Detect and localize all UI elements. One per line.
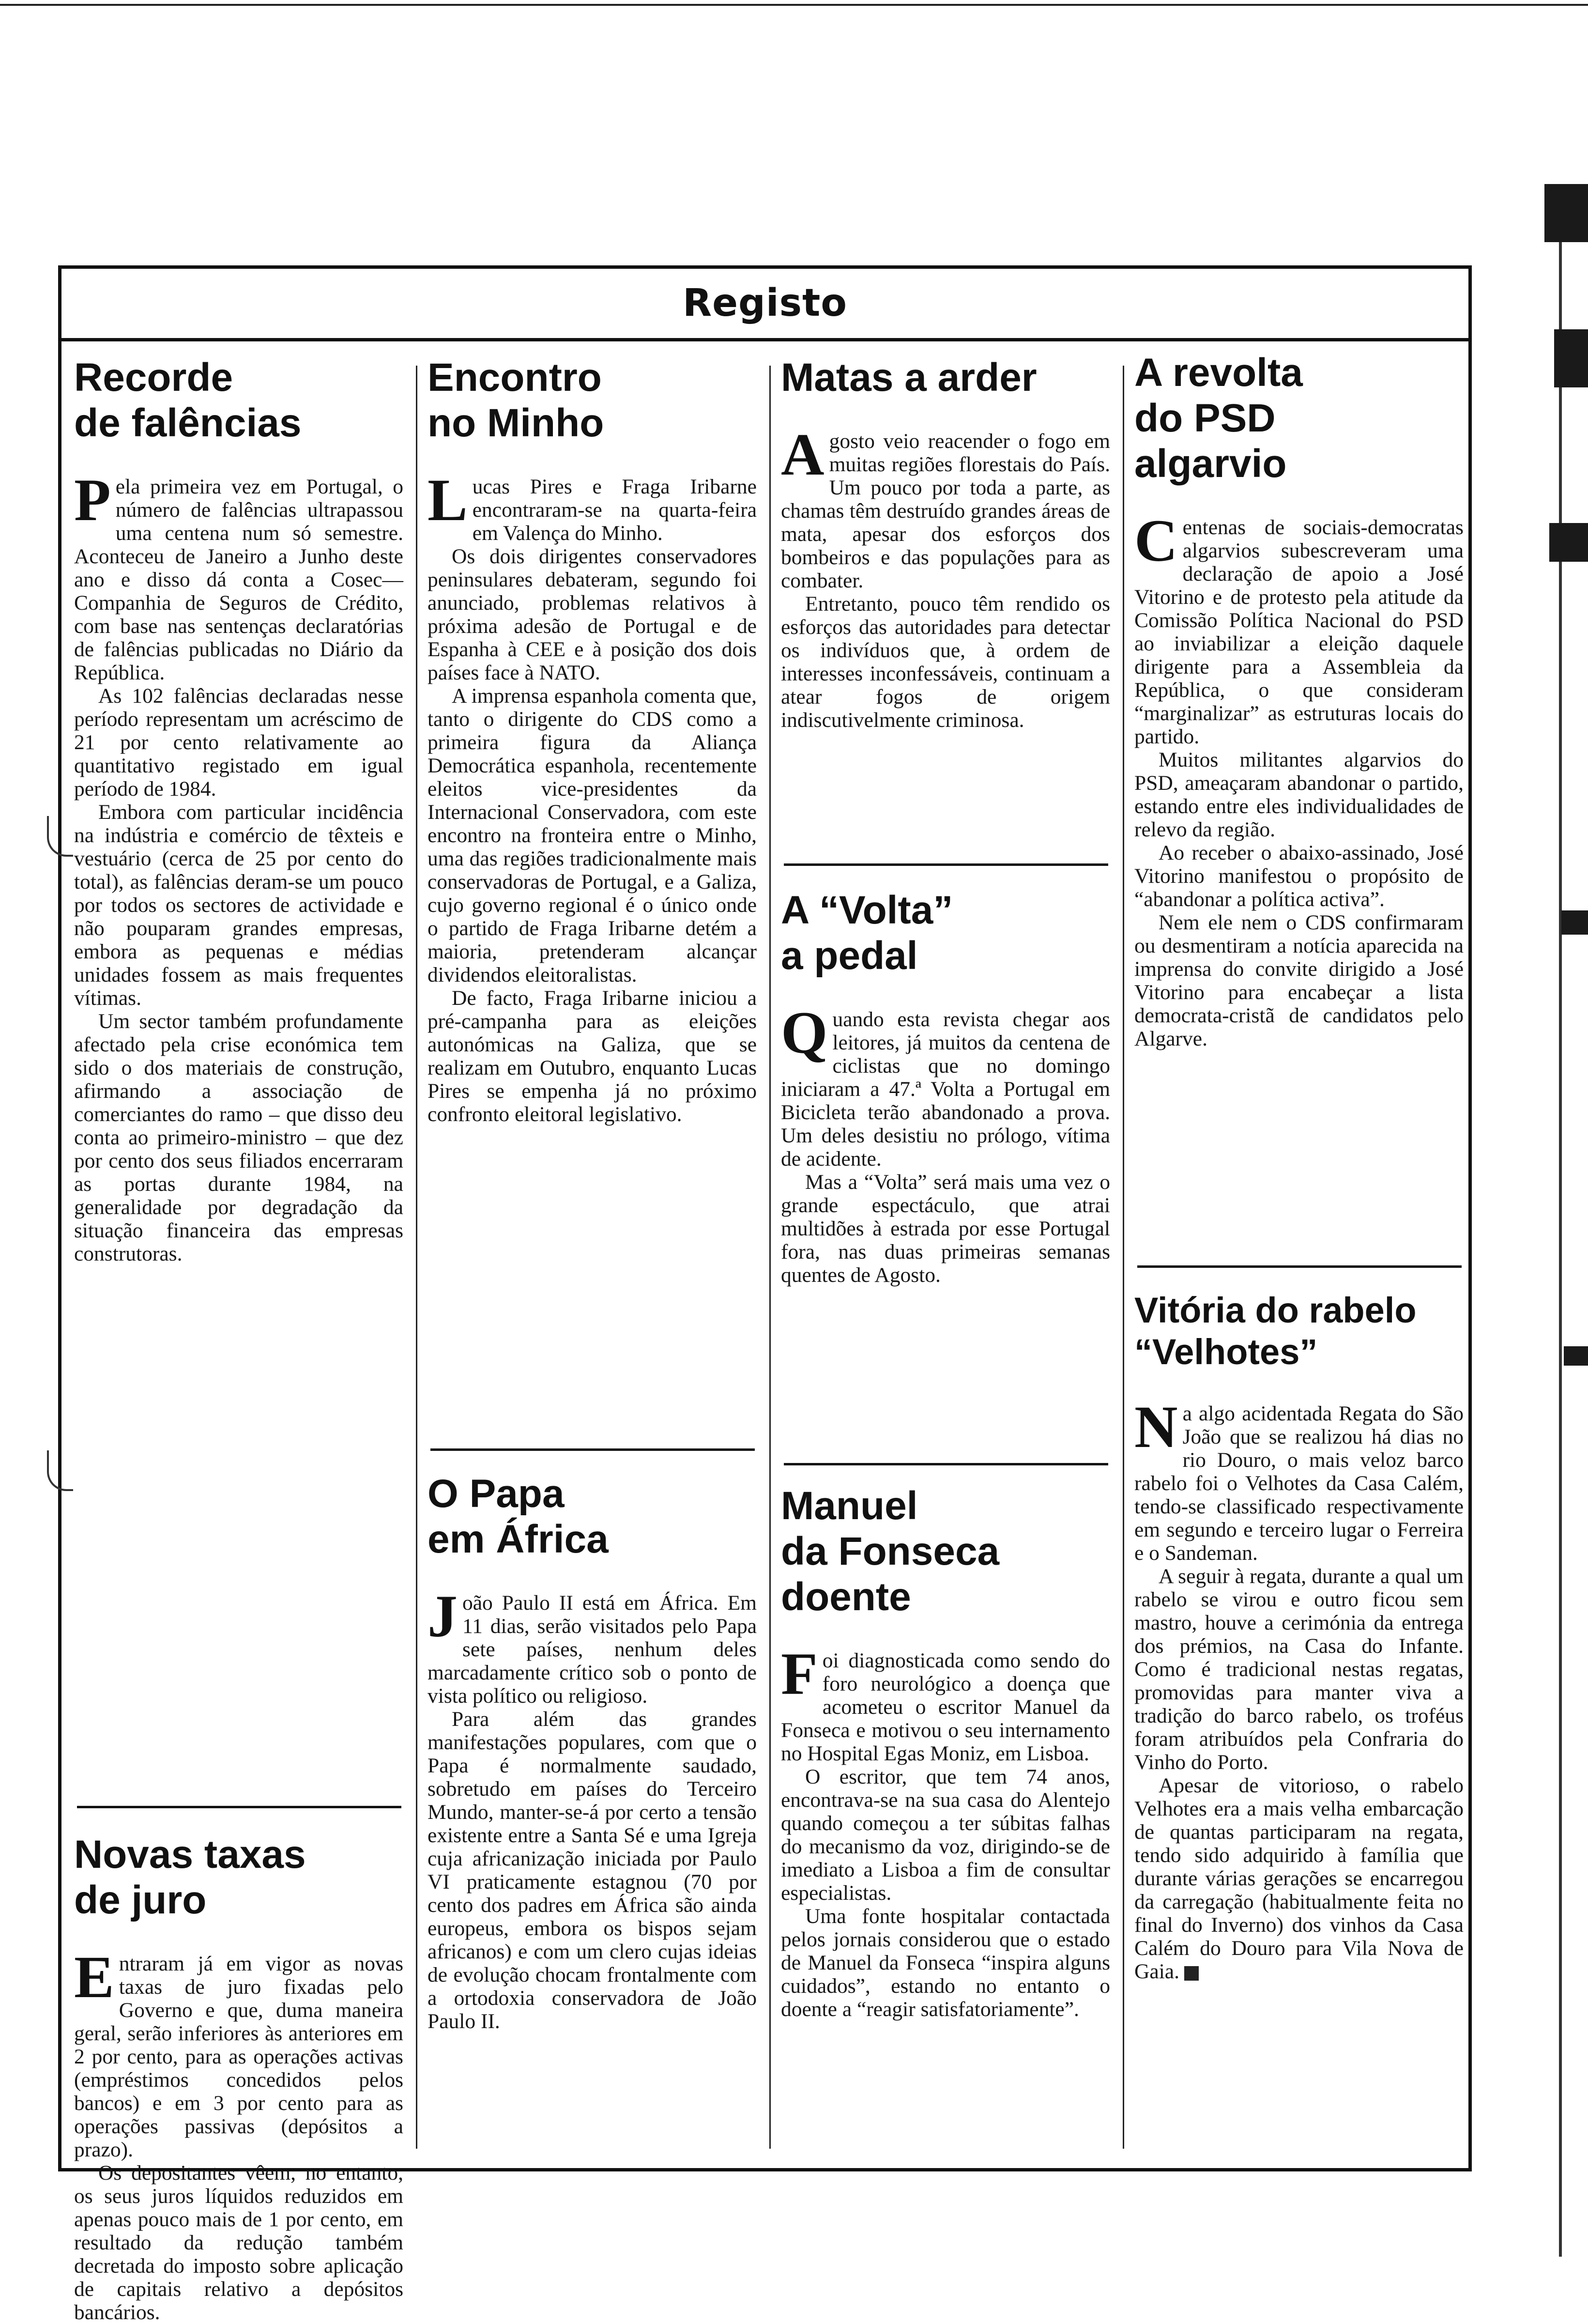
article-body bbox=[781, 1000, 1110, 1287]
article-taxas bbox=[72, 1832, 406, 2324]
article-matas bbox=[779, 355, 1113, 732]
article-body bbox=[1134, 508, 1464, 1050]
paragraph bbox=[1134, 1774, 1464, 1983]
drop-cap: E bbox=[74, 1944, 114, 2010]
drop-cap: J bbox=[428, 1583, 458, 1649]
drop-cap: C bbox=[1134, 508, 1178, 574]
article-body bbox=[1134, 1394, 1464, 1983]
article-separator bbox=[784, 1463, 1108, 1465]
drop-cap: P bbox=[74, 467, 111, 533]
column-divider bbox=[1123, 366, 1124, 2149]
drop-cap: F bbox=[781, 1641, 818, 1707]
end-of-article-icon bbox=[1184, 1966, 1199, 1981]
paragraph: oi diagnosticada como sendo do foro neurológico a doença que acometeu o escritor Manuel da Fonseca e motivou o seu internamento no Hospital Egas Moniz, em Lisboa. bbox=[781, 1649, 1110, 1765]
paragraph: ucas Pires e Fraga Iribarne encontraram-se na quarta-feira em Valença do Minho. bbox=[472, 475, 757, 545]
top-border-line bbox=[0, 4, 1588, 6]
article-body bbox=[781, 1641, 1110, 2021]
article-body bbox=[74, 1944, 403, 2324]
article-headline: Recorde de falências bbox=[74, 355, 302, 445]
article-separator bbox=[1137, 1265, 1462, 1268]
paragraph: As 102 falências declaradas nesse período representam um acréscimo de 21 por cento relativamente ao quantitativo registado em igual período de 1984. bbox=[74, 684, 403, 800]
article-body bbox=[74, 467, 403, 1265]
paragraph: Um sector também profundamente afectado pela crise económica tem sido o dos materiais de construção, afirmando a associação de comerciantes do ramo – que disso deu conta ao primeiro-ministro – que dez por cento dos seus filiados encerraram as portas durante 1984, na generalidade por degradação da situação financeira das empresas construtoras. bbox=[74, 1010, 403, 1265]
column-1 bbox=[72, 355, 406, 2324]
drop-cap: A bbox=[781, 421, 825, 488]
article-papa bbox=[426, 1471, 760, 2033]
article-separator bbox=[784, 863, 1108, 866]
paragraph: Muitos militantes algarvios do PSD, ameaçaram abandonar o partido, estando entre eles individualidades de relevo da região. bbox=[1134, 748, 1464, 841]
article-headline: A “Volta” a pedal bbox=[781, 888, 953, 978]
article-headline: Matas a arder bbox=[781, 355, 1037, 400]
paragraph-text: Apesar de vitorioso, o rabelo Velhotes era a mais velha embarcação de quantas participaram na regata, tendo sido adquirido à família que durante várias gerações se encarregou da carregação (habitualmente feita no final do Inverno) dos vinhos da Casa Calém do Douro para Vila Nova de Gaia. bbox=[1134, 1774, 1464, 1983]
article-rabelo bbox=[1132, 1290, 1466, 1983]
paragraph: uando esta revista chegar aos leitores, já muitos da centena de ciclistas que no domingo iniciaram a 47.ª Volta a Portugal em Bicicleta terão abandonado a prova. Um deles desistiu no prólogo, vítima de acidente. bbox=[781, 1008, 1110, 1170]
paragraph: Os dois dirigentes conservadores peninsulares debateram, segundo foi anunciado, problemas relativos à próxima adesão de Portugal e de Espanha à CEE e à posição dos dois países face à NATO. bbox=[428, 545, 757, 684]
paragraph: oão Paulo II está em África. Em 11 dias, serão visitados pelo Papa sete países, nenhum deles marcadamente crítico sob o ponto de vista político ou religioso. bbox=[428, 1591, 757, 1708]
article-body bbox=[428, 1583, 757, 2033]
column-3 bbox=[779, 355, 1113, 2149]
paragraph: Uma fonte hospitalar contactada pelos jornais considerou que o estado de Manuel da Fonseca “inspira alguns cuidados”, estando no entanto o doente a “reagir satisfatoriamente”. bbox=[781, 1905, 1110, 2021]
article-psd bbox=[1132, 350, 1466, 1050]
paragraph: Para além das grandes manifestações populares, com que o Papa é normalmente saudado, sobretudo em países do Terceiro Mundo, manter-se-á por certo a tensão existente entre a Santa Sé e uma Igreja cuja africanização iniciada por Paulo VI praticamente estagnou (70 por cento dos padres em África são ainda europeus, embora os bispos sejam africanos) e com um clero cujas ideias de evolução chocam frontalmente com a ortodoxia conservadora de João Paulo II. bbox=[428, 1708, 757, 2033]
paragraph: O escritor, que tem 74 anos, encontrava-se na sua casa do Alentejo quando começou a ter súbitas falhas do mecanismo da voz, dirigindo-se de imediato a Lisboa a fim de consultar especialistas. bbox=[781, 1765, 1110, 1905]
paragraph: ela primeira vez em Portugal, o número de falências ultrapassou uma centena num só semestre. Aconteceu de Janeiro a Junho deste ano e disso dá conta a Cosec—Companhia de Seguros de Crédito, com base nas sentenças declaratórias de falências publicadas no Diário da República. bbox=[74, 475, 403, 684]
article-headline: Vitória do rabelo “Velhotes” bbox=[1134, 1290, 1417, 1372]
paragraph: De facto, Fraga Iribarne iniciou a pré-campanha para as eleições autonómicas na Galiza, que se realizam em Outubro, enquanto Lucas Pires se empenha já no próximo confronto eleitoral legislativo. bbox=[428, 986, 757, 1126]
article-headline: Encontro no Minho bbox=[428, 355, 604, 445]
registo-section-frame bbox=[58, 265, 1472, 2324]
article-separator bbox=[430, 1448, 755, 1451]
article-minho bbox=[426, 355, 760, 1126]
paragraph: Embora com particular incidência na indústria e comércio de têxteis e vestuário (cerca de 25 por cento do total), as falências deram-se um pouco por todos os sectores de actividade e não pouparam grandes empresas, embora as pequenas e médias unidades fossem as mais frequentes vítimas. bbox=[74, 800, 403, 1010]
paragraph: a algo acidentada Regata do São João que se realizou há dias no rio Douro, o mais veloz barco rabelo foi o Velhotes da Casa Calém, tendo-se classificado respectivamente em segundo e terceiro lugar o Ferreira e o Sandeman. bbox=[1134, 1402, 1464, 1565]
drop-cap: Q bbox=[781, 1000, 828, 1066]
paragraph: Ao receber o abaixo-assinado, José Vitorino manifestou o propósito de “abandonar a política activa”. bbox=[1134, 841, 1464, 911]
article-volta bbox=[779, 888, 1113, 1287]
paragraph: gosto veio reacender o fogo em muitas regiões florestais do País. Um pouco por toda a parte, as chamas têm destruído grandes áreas de mata, apesar dos esforços dos bombeiros e das populações para as combater. bbox=[781, 430, 1110, 592]
article-falencias bbox=[72, 355, 406, 1265]
column-2 bbox=[426, 355, 760, 2149]
column-4 bbox=[1132, 351, 1466, 2149]
article-headline: Novas taxas de juro bbox=[74, 1832, 306, 1922]
paragraph: Entretanto, pouco têm rendido os esforços das autoridades para detectar os indivíduos que, à ordem de interesses inconfessáveis, continuam a atear fogos de origem indiscutivelmente criminosa. bbox=[781, 592, 1110, 732]
paragraph: ntraram já em vigor as novas taxas de juro fixadas pelo Governo e que, duma maneira geral, serão inferiores às anteriores em 2 por cento, para as operações activas (empréstimos concedidos pelos bancos) e em 3 por cento para as operações passivas (depósitos a prazo). bbox=[74, 1952, 403, 2161]
article-body bbox=[428, 467, 757, 1126]
article-separator bbox=[77, 1806, 401, 1808]
paragraph: Os depositantes vêem, no entanto, os seus juros líquidos reduzidos em apenas pouco mais de 1 por cento, em resultado da redução também decretada do imposto sobre aplicação de capitais relativo a depósitos bancários. bbox=[74, 2161, 403, 2324]
article-headline: A revolta do PSD algarvio bbox=[1134, 351, 1303, 486]
handwritten-bracket-mark bbox=[47, 816, 73, 857]
article-headline: Manuel da Fonseca doente bbox=[781, 1484, 1000, 1619]
column-divider bbox=[416, 366, 417, 2149]
paragraph: Mas a “Volta” será mais uma vez o grande espectáculo, que atrai multidões à estrada por esse Portugal fora, nas duas primeiras semanas quentes de Agosto. bbox=[781, 1170, 1110, 1287]
drop-cap: L bbox=[428, 467, 468, 533]
paragraph: A seguir à regata, durante a qual um rabelo se virou e outro ficou sem mastro, houve a cerimónia da entrega dos prémios, na Casa do Infante. Como é tradicional nestas regatas, promovidas para manter viva a tradição do barco rabelo, os troféus foram atribuídos pela Confraria do Vinho do Porto. bbox=[1134, 1565, 1464, 1774]
column-divider bbox=[769, 366, 771, 2149]
section-title: Registo bbox=[683, 281, 847, 325]
article-fonseca bbox=[779, 1483, 1113, 2021]
article-body bbox=[781, 421, 1110, 732]
paragraph: Nem ele nem o CDS confirmaram ou desmentiram a notícia aparecida na imprensa do convite dirigido a José Vitorino para encabeçar a lista democrata-cristã de candidatos pelo Algarve. bbox=[1134, 911, 1464, 1050]
paragraph: A imprensa espanhola comenta que, tanto o dirigente do CDS como a primeira figura da Aliança Democrática espanhola, recentemente eleitos vice-presidentes da Internacional Conservadora, com este encontro na fronteira entre o Minho, uma das regiões tradicionalmente mais conservadoras de Portugal, e a Galiza, cujo governo regional é o único onde o partido de Fraga Iribarne detém a maioria, pretenderam alcançar dividendos eleitoralistas. bbox=[428, 684, 757, 986]
paragraph: entenas de sociais-democratas algarvios subescreveram uma declaração de apoio a José Vitorino e de protesto pela atitude da Comissão Política Nacional do PSD ao inviabilizar a eleição daquele dirigente para a Assembleia da República, o que consideram “marginalizar” as estruturas locais do partido. bbox=[1134, 516, 1464, 748]
article-headline: O Papa em África bbox=[428, 1472, 609, 1561]
section-header bbox=[61, 269, 1468, 341]
scanned-page-edge bbox=[1540, 184, 1588, 2257]
drop-cap: N bbox=[1134, 1394, 1178, 1460]
handwritten-bracket-mark bbox=[47, 1450, 73, 1491]
